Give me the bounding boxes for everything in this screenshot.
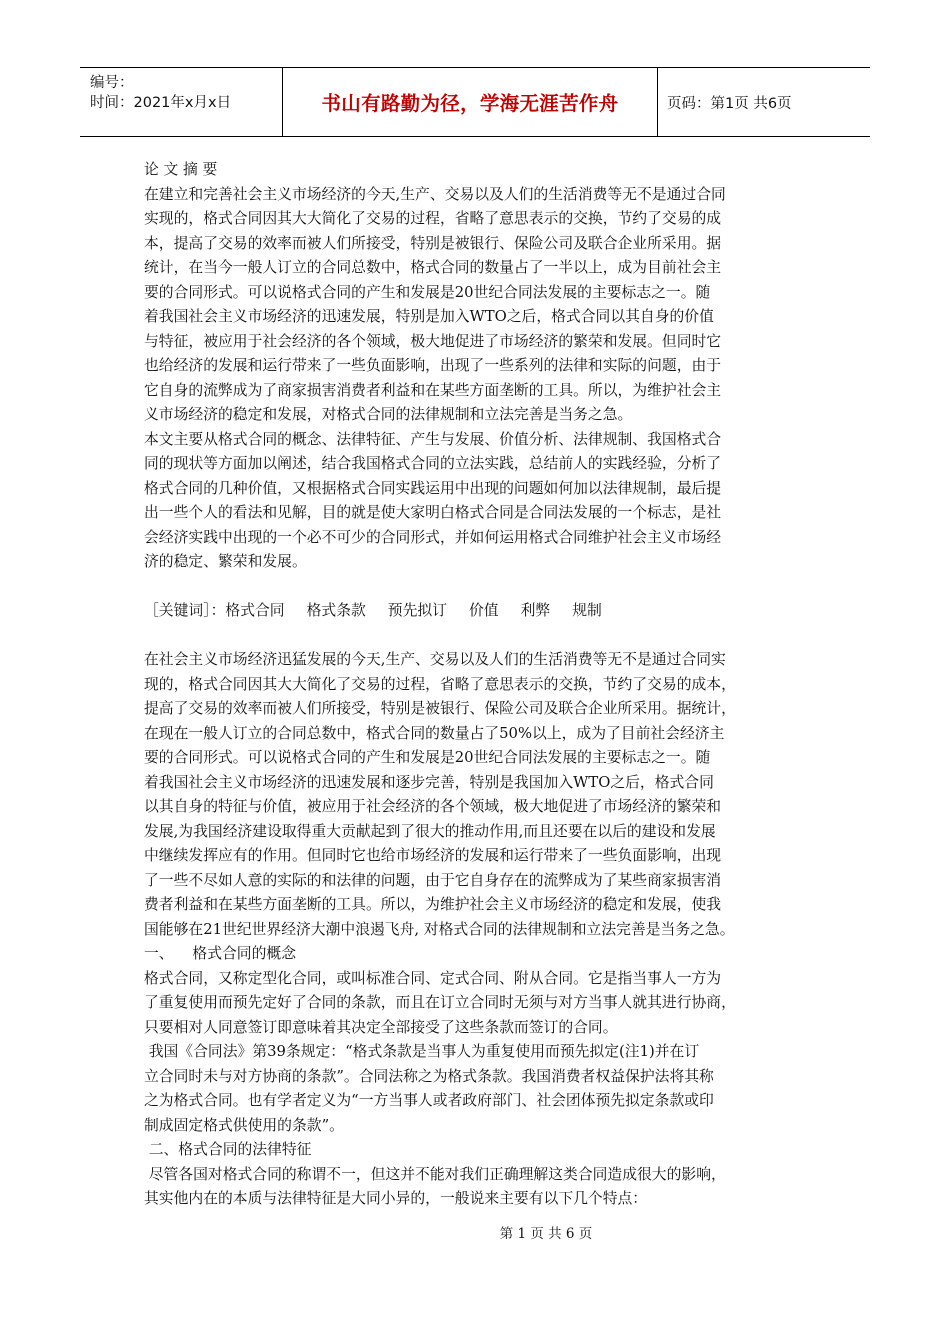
footer-page-number: 第 1 页 共 6 页 xyxy=(499,1226,593,1242)
text-line: 本，提高了交易的效率而被人们所接受，特别是被银行、保险公司及联合企业所采用。据 xyxy=(144,234,722,252)
text-line: 出一些个人的看法和见解，目的就是使大家明白格式合同是合同法发展的一个标志，是社 xyxy=(144,504,722,521)
text-line: 会经济实践中出现的一个必不可少的合同形式，并如何运用格式合同维护社会主义市场经 xyxy=(144,528,722,546)
text-line: 在现在一般人订立的合同总数中，格式合同的数量占了50%以上，成为了目前社会经济主 xyxy=(144,724,725,742)
text-line: 立合同时未与对方协商的条款”。合同法称之为格式条款。我国消费者权益保护法将其称 xyxy=(144,1067,714,1085)
text-line: 以其自身的特征与价值，被应用于社会经济的各个领域，极大地促进了市场经济的繁荣和 xyxy=(144,798,722,815)
keyword: 价值 xyxy=(469,602,499,619)
section-1-paragraph-2 xyxy=(144,1040,814,1138)
doc-date-label: 时间：2021年x月x日 xyxy=(90,95,232,111)
keyword: 利弊 xyxy=(520,602,551,619)
keywords-line xyxy=(144,599,814,624)
text-line: 本文主要从格式合同的概念、法律特征、产生与发展、价值分析、法律规制、我国格式合 xyxy=(144,430,722,448)
abstract-paragraph-2 xyxy=(144,428,814,575)
page-footer xyxy=(0,1222,950,1242)
text-line: 制成固定格式供使用的条款”。 xyxy=(144,1116,344,1134)
section-1-heading: 一、 格式合同的概念 xyxy=(144,945,296,962)
text-line: 格式合同，又称定型化合同，或叫标准合同、定式合同、附从合同。它是指当事人一方为 xyxy=(144,969,722,987)
text-line: 费者利益和在某些方面垄断的工具。所以，为维护社会主义市场经济的稳定和发展，使我 xyxy=(144,896,722,913)
section-1-paragraph-1 xyxy=(144,967,814,1041)
text-line: 其实他内在的本质与法律特征是大同小异的，一般说来主要有以下几个特点： xyxy=(144,1190,648,1207)
keyword: 格式条款 xyxy=(306,602,366,619)
text-line: 了一些不尽如人意的实际的和法律的问题，由于它自身存在的流弊成为了某些商家损害消 xyxy=(144,871,722,889)
text-line: 与特征，被应用于社会经济的各个领域，极大地促进了市场经济的繁荣和发展。但同时它 xyxy=(144,332,722,350)
section-2-paragraph-1 xyxy=(144,1163,814,1212)
text-line: 现的，格式合同因其大大简化了交易的过程，省略了意思表示的交换，节约了交易的成本， xyxy=(144,675,736,693)
text-line: 发展,为我国经济建设取得重大贡献起到了很大的推动作用,而且还要在以后的建设和发展 xyxy=(144,822,716,840)
text-line: 也给经济的发展和运行带来了一些负面影响，出现了一些系列的法律和实际的问题，由于 xyxy=(144,357,722,374)
text-line: 在社会主义市场经济迅猛发展的今天,生产、交易以及人们的生活消费等无不是通过合同实 xyxy=(144,651,726,668)
text-line: 中继续发挥应有的作用。但同时它也给市场经济的发展和运行带来了一些负面影响，出现 xyxy=(144,847,722,864)
abstract-title: 论 文 摘 要 xyxy=(144,161,218,178)
keyword: 规制 xyxy=(572,602,602,619)
text-line: 着我国社会主义市场经济的迅速发展和逐步完善，特别是我国加入WTO之后，格式合同 xyxy=(144,773,714,791)
header-motto xyxy=(283,68,658,136)
text-line: 济的稳定、繁荣和发展。 xyxy=(144,553,307,570)
text-line: 统计，在当今一般人订立的合同总数中，格式合同的数量占了一半以上，成为目前社会主 xyxy=(144,259,722,276)
page-info-text: 页码：第1页 共6页 xyxy=(667,95,792,112)
text-line: 国能够在21世纪世界经济大潮中浪遏飞舟, 对格式合同的法律规制和立法完善是当务之急。 xyxy=(144,920,735,938)
text-line: 它自身的流弊成为了商家损害消费者利益和在某些方面垄断的工具。所以，为维护社会主 xyxy=(144,381,722,399)
text-line: 要的合同形式。可以说格式合同的产生和发展是20世纪合同法发展的主要标志之一。随 xyxy=(144,749,711,766)
text-line: 实现的，格式合同因其大大简化了交易的过程，省略了意思表示的交换，节约了交易的成 xyxy=(144,210,722,227)
abstract-paragraph-1 xyxy=(144,183,814,428)
text-line: 要的合同形式。可以说格式合同的产生和发展是20世纪合同法发展的主要标志之一。随 xyxy=(144,283,711,301)
text-line: 我国《合同法》第39条规定：“格式条款是当事人为重复使用而预先拟定(注1)并在订 xyxy=(144,1043,700,1060)
doc-number-label: 编号： xyxy=(90,75,134,91)
text-line: 之为格式合同。也有学者定义为“一方当事人或者政府部门、社会团体预先拟定条款或印 xyxy=(144,1092,714,1109)
header-page-info xyxy=(657,68,870,136)
text-line: 同的现状等方面加以阐述，结合我国格式合同的立法实践，总结前人的实践经验，分析了 xyxy=(144,455,722,472)
text-line: 在建立和完善社会主义市场经济的今天,生产、交易以及人们的生活消费等无不是通过合同 xyxy=(144,185,726,203)
text-line: 了重复使用而预先定好了合同的条款，而且在订立合同时无须与对方当事人就其进行协商， xyxy=(144,994,736,1011)
document-body xyxy=(144,158,814,1212)
section-2-heading: 二、格式合同的法律特征 xyxy=(144,1141,312,1158)
keyword: 预先拟订 xyxy=(387,602,447,619)
text-line: 只要相对人同意签订即意味着其决定全部接受了这些条款而签订的合同。 xyxy=(144,1018,618,1036)
header-meta xyxy=(80,68,283,136)
keyword: 格式合同 xyxy=(225,602,285,619)
motto-text: 书山有路勤为径，学海无涯苦作舟 xyxy=(321,92,619,115)
keywords-label: ［关键词］： xyxy=(144,602,226,619)
text-line: 义市场经济的稳定和发展，对格式合同的法律规制和立法完善是当务之急。 xyxy=(144,406,633,423)
text-line: 着我国社会主义市场经济的迅速发展，特别是加入WTO之后，格式合同以其自身的价值 xyxy=(144,308,714,325)
text-line: 提高了交易的效率而被人们所接受，特别是被银行、保险公司及联合企业所采用。据统计， xyxy=(144,700,736,717)
intro-paragraph xyxy=(144,648,814,942)
text-line: 格式合同的几种价值，又根据格式合同实践运用中出现的问题如何加以法律规制，最后提 xyxy=(144,479,722,497)
text-line: 尽管各国对格式合同的称谓不一，但这并不能对我们正确理解这类合同造成很大的影响， xyxy=(144,1165,726,1183)
page-header xyxy=(80,67,870,137)
